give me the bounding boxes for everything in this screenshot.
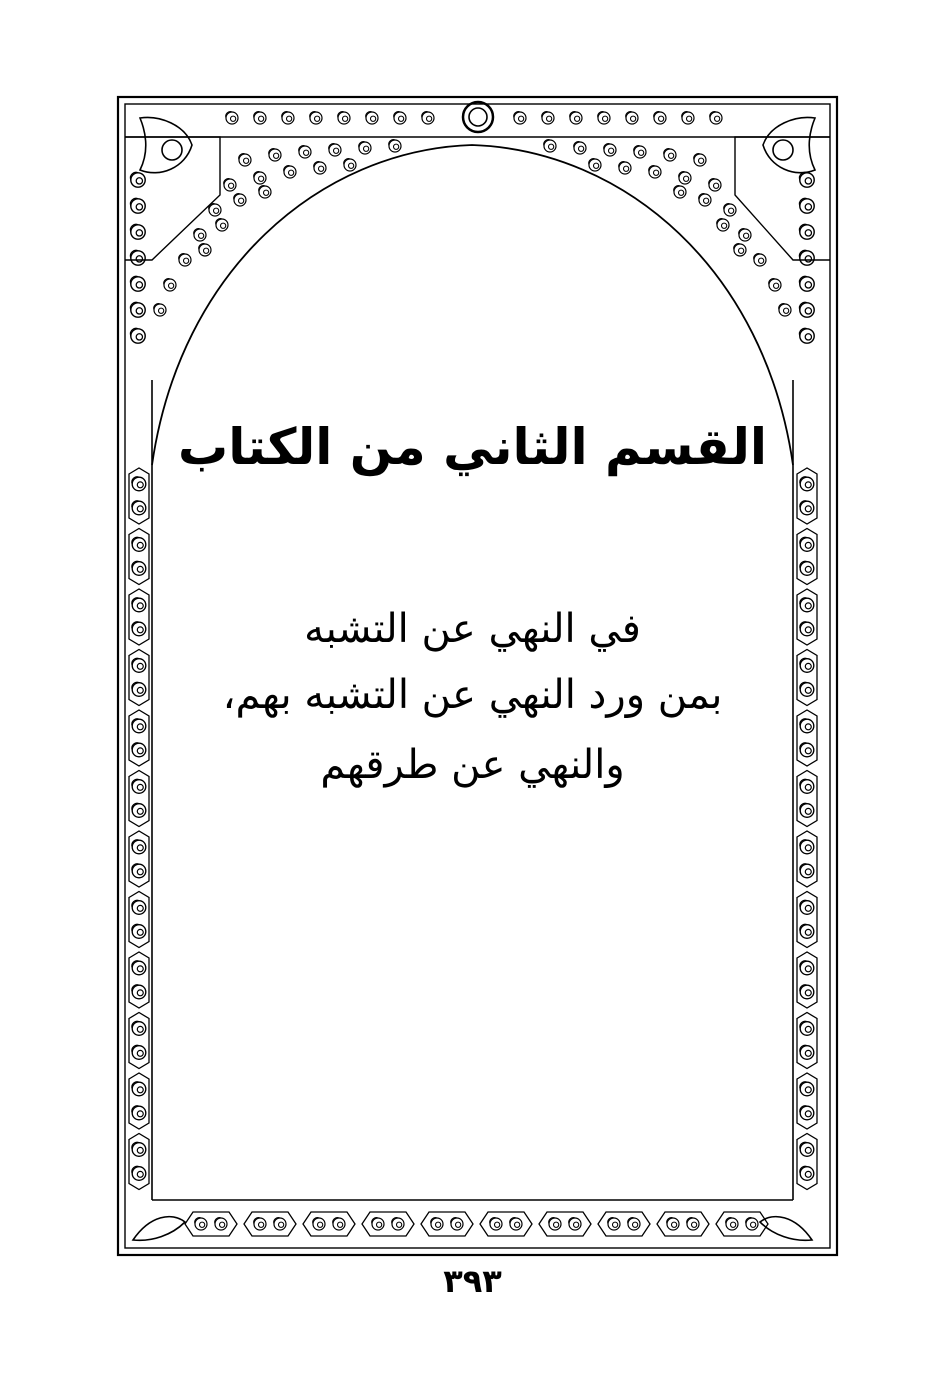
ornament-motif xyxy=(254,1218,266,1230)
ornament-motif xyxy=(626,112,638,124)
ornament-motif xyxy=(800,1082,814,1096)
ornament-motif xyxy=(284,166,296,178)
ornament-motif xyxy=(746,1218,758,1230)
ornament-cell xyxy=(797,1073,817,1129)
ornament-cell xyxy=(657,1212,709,1236)
ornament-motif xyxy=(574,142,586,154)
ornament-cell xyxy=(244,1212,296,1236)
ornament-motif xyxy=(394,112,406,124)
ornament-motif xyxy=(132,477,146,491)
ornament-motif xyxy=(132,719,146,733)
ornament-motif xyxy=(269,149,281,161)
ornament-motif xyxy=(724,204,736,216)
ornament-motif xyxy=(132,803,146,817)
ornament-motif xyxy=(333,1218,345,1230)
ornament-motif xyxy=(366,112,378,124)
ornament-motif xyxy=(674,186,686,198)
ornament-motif xyxy=(451,1218,463,1230)
ornament-motif xyxy=(542,112,554,124)
ornament-motif xyxy=(130,224,145,239)
ornament-motif xyxy=(799,224,814,239)
ornament-cell xyxy=(716,1212,768,1236)
ornament-motif xyxy=(179,254,191,266)
ornament-cell xyxy=(797,1134,817,1190)
ornament-motif xyxy=(130,198,145,213)
ornament-motif xyxy=(800,924,814,938)
ornament-cell xyxy=(129,952,149,1008)
ornament-motif xyxy=(634,146,646,158)
subtitle-line-1: في النهي عن التشبه xyxy=(304,606,641,652)
ornament-motif xyxy=(726,1218,738,1230)
ornament-motif xyxy=(239,154,251,166)
ornament-motif xyxy=(254,172,266,184)
ornament-motif xyxy=(800,900,814,914)
ornament-motif xyxy=(313,1218,325,1230)
ornament-motif xyxy=(717,219,729,231)
ornament-motif xyxy=(132,1166,146,1180)
ornament-motif xyxy=(259,186,271,198)
ornament-motif xyxy=(608,1218,620,1230)
ornament-motif xyxy=(800,840,814,854)
ornament-motif xyxy=(800,1045,814,1059)
ornament-motif xyxy=(544,140,556,152)
ornament-motif xyxy=(132,924,146,938)
ornament-motif xyxy=(132,840,146,854)
ornament-motif xyxy=(215,1218,227,1230)
ornament-motif xyxy=(628,1218,640,1230)
ornament-motif xyxy=(132,864,146,878)
ornament-motif xyxy=(431,1218,443,1230)
ornament-motif xyxy=(514,112,526,124)
ornament-motif xyxy=(570,112,582,124)
ornament-motif xyxy=(709,179,721,191)
ornament-motif xyxy=(649,166,661,178)
ornament-motif xyxy=(234,194,246,206)
ornament-cell xyxy=(185,1212,237,1236)
ornament-motif xyxy=(490,1218,502,1230)
ornament-motif xyxy=(310,112,322,124)
ornament-motif xyxy=(799,250,814,265)
ornament-motif xyxy=(800,561,814,575)
page-number: ٣٩٣ xyxy=(443,1262,502,1300)
ornament-cell xyxy=(797,529,817,585)
ornament-motif xyxy=(800,537,814,551)
ornament-cell xyxy=(362,1212,414,1236)
ornament-motif xyxy=(282,112,294,124)
ornament-motif xyxy=(154,304,166,316)
ornament-motif xyxy=(800,658,814,672)
ornament-motif xyxy=(130,172,145,187)
ornament-motif xyxy=(569,1218,581,1230)
ornament-motif xyxy=(799,198,814,213)
ornament-motif xyxy=(800,501,814,515)
ornament-motif xyxy=(274,1218,286,1230)
ornament-motif xyxy=(130,328,145,343)
ornament-motif xyxy=(132,561,146,575)
ornament-motif xyxy=(132,1142,146,1156)
ornament-cell xyxy=(797,892,817,948)
ornament-motif xyxy=(687,1218,699,1230)
ornament-motif xyxy=(667,1218,679,1230)
ornament-cell xyxy=(129,529,149,585)
ornament-motif xyxy=(754,254,766,266)
ornament-cell xyxy=(797,831,817,887)
ornament-motif xyxy=(664,149,676,161)
ornament-motif xyxy=(510,1218,522,1230)
ornament-motif xyxy=(216,219,228,231)
ornament-motif xyxy=(739,229,751,241)
ornament-motif xyxy=(800,1106,814,1120)
ornament-motif xyxy=(372,1218,384,1230)
ornament-motif xyxy=(654,112,666,124)
ornament-cell xyxy=(797,1013,817,1069)
ornament-motif xyxy=(800,1166,814,1180)
ornament-motif xyxy=(800,961,814,975)
ornament-motif xyxy=(799,302,814,317)
ornament-motif xyxy=(199,244,211,256)
ornament-motif xyxy=(226,112,238,124)
ornament-motif xyxy=(734,244,746,256)
ornament-motif xyxy=(694,154,706,166)
ornament-motif xyxy=(549,1218,561,1230)
ornament-motif xyxy=(359,142,371,154)
subtitle-line-3: والنهي عن طرقهم xyxy=(320,742,625,788)
ornament-motif xyxy=(799,172,814,187)
ornament-motif xyxy=(699,194,711,206)
ornament-cell xyxy=(129,1013,149,1069)
ornament-motif xyxy=(344,159,356,171)
ornament-motif xyxy=(769,279,781,291)
ornament-cell xyxy=(797,468,817,524)
ornament-cell xyxy=(129,1073,149,1129)
ornament-motif xyxy=(132,537,146,551)
ornament-motif xyxy=(589,159,601,171)
ornament-motif xyxy=(299,146,311,158)
ornament-motif xyxy=(132,985,146,999)
ornament-motif xyxy=(800,1142,814,1156)
ornament-motif xyxy=(422,112,434,124)
ornament-motif xyxy=(329,144,341,156)
ornament-motif xyxy=(604,144,616,156)
ornament-motif xyxy=(130,250,145,265)
ornament-cell xyxy=(129,831,149,887)
ornament-motif xyxy=(598,112,610,124)
ornament-motif xyxy=(338,112,350,124)
section-title: القسم الثاني من الكتاب xyxy=(177,418,768,476)
top-medallion xyxy=(463,102,493,132)
ornament-cell xyxy=(421,1212,473,1236)
ornament-motif xyxy=(195,1218,207,1230)
subtitle-line-2: بمن ورد النهي عن التشبه بهم، xyxy=(222,672,723,718)
ornament-motif xyxy=(710,112,722,124)
ornament-cell xyxy=(797,952,817,1008)
ornament-cell xyxy=(129,1134,149,1190)
ornament-motif xyxy=(314,162,326,174)
ornament-motif xyxy=(132,1082,146,1096)
ornament-motif xyxy=(130,276,145,291)
ornament-cell xyxy=(480,1212,532,1236)
ornament-motif xyxy=(800,985,814,999)
ornament-motif xyxy=(209,204,221,216)
ornament-motif xyxy=(132,900,146,914)
ornament-motif xyxy=(619,162,631,174)
ornament-motif xyxy=(799,328,814,343)
ornament-motif xyxy=(800,477,814,491)
ornament-motif xyxy=(254,112,266,124)
ornament-motif xyxy=(682,112,694,124)
ornament-motif xyxy=(800,719,814,733)
ornament-motif xyxy=(389,140,401,152)
ornament-cell xyxy=(303,1212,355,1236)
ornament-motif xyxy=(800,803,814,817)
ornament-motif xyxy=(132,1021,146,1035)
ornament-cell xyxy=(129,892,149,948)
ornament-motif xyxy=(392,1218,404,1230)
ornament-motif xyxy=(679,172,691,184)
ornament-motif xyxy=(132,1106,146,1120)
ornament-motif xyxy=(132,501,146,515)
ornament-motif xyxy=(130,302,145,317)
ornament-motif xyxy=(800,1021,814,1035)
ornament-motif xyxy=(800,864,814,878)
ornament-cell xyxy=(539,1212,591,1236)
ornament-motif xyxy=(132,1045,146,1059)
ornament-motif xyxy=(799,276,814,291)
ornament-motif xyxy=(194,229,206,241)
ornament-motif xyxy=(132,961,146,975)
ornament-motif xyxy=(779,304,791,316)
ornament-motif xyxy=(164,279,176,291)
ornament-cell xyxy=(598,1212,650,1236)
ornament-cell xyxy=(129,468,149,524)
ornament-motif xyxy=(132,658,146,672)
ornament-motif xyxy=(224,179,236,191)
